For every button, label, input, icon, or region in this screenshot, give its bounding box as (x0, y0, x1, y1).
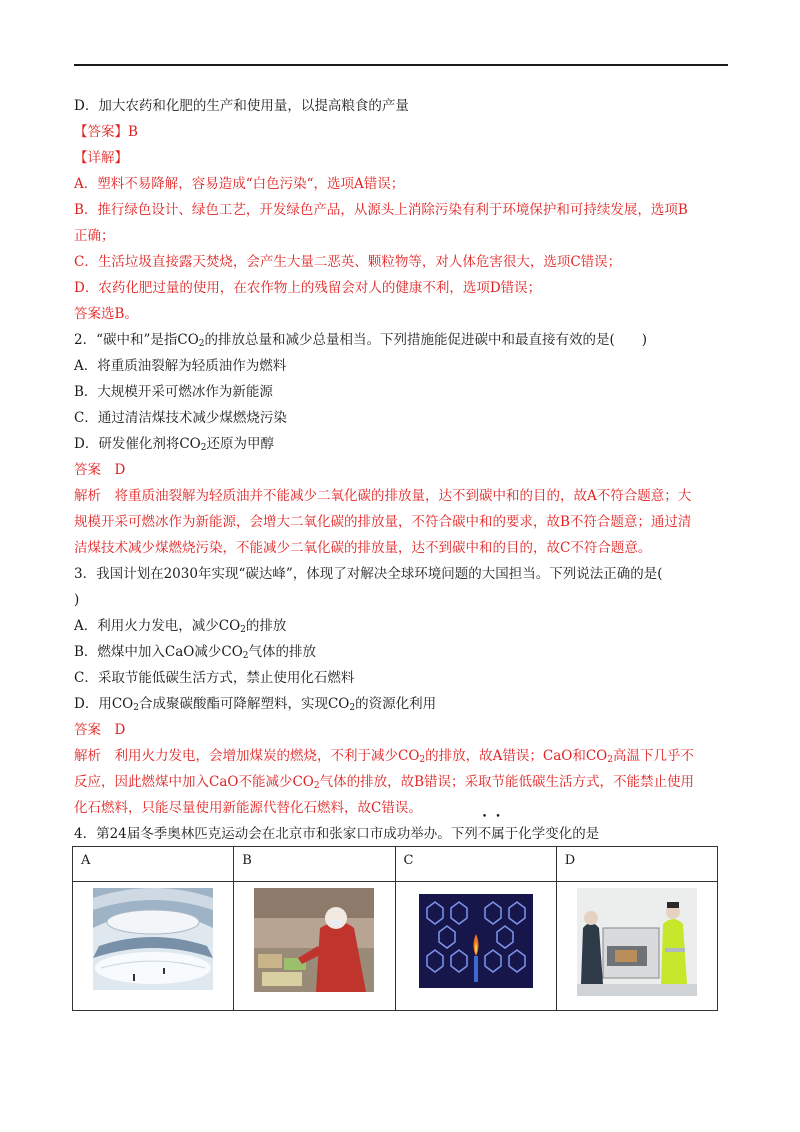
q3-stem-line2: ) (74, 592, 80, 608)
q2-analysis-2: 规模开采可燃冰作为新能源，会增大二氧化碳的排放量，不符合碳中和的要求，故B不符合题意；通过清 (74, 514, 692, 530)
q4-options-table (72, 846, 718, 1011)
q2-answer: 答案 D (74, 462, 126, 478)
emphasis-dot-char: 属 (491, 826, 505, 842)
option-a-cell (73, 882, 234, 1011)
q3-stem-line1: 3．我国计划在2030年实现“碳达峰”，体现了对解决全球环境问题的大国担当。下列说法正确的是( (74, 566, 663, 582)
q1-explain-b-cont: 正确； (74, 228, 115, 244)
option-a-label: A (73, 847, 234, 882)
q3-analysis-2: 反应，因此燃煤中加入CaO不能减少$CO_2$气体的排放，故B错误；采取节能低碳生活方式，不能禁止使用 (74, 774, 694, 791)
q2-analysis-1: 解析 将重质油裂解为轻质油并不能减少二氧化碳的排放量，达不到碳中和的目的，故A不符合题意；大 (74, 488, 692, 504)
q3-answer: 答案 D (74, 722, 126, 738)
q3-option-c: C．采取节能低碳生活方式，禁止使用化石燃料 (74, 670, 355, 686)
option-d-cell (556, 882, 717, 1011)
kitchen-worker-image (254, 888, 374, 992)
q1-explain-a: A．塑料不易降解，容易造成“白色污染“，选项A错误； (74, 176, 405, 192)
q3-analysis-3: 化石燃料，只能尽量使用新能源代替化石燃料，故C错误。 (74, 800, 422, 816)
q2-analysis-3: 洁煤技术减少煤燃烧污染，不能减少二氧化碳的排放量，达不到碳中和的目的，故C不符合题意。 (74, 540, 652, 556)
q2-option-d: D．研发催化剂将$CO_2$还原为甲醇 (74, 436, 274, 453)
torch-flame-image (419, 894, 533, 988)
q2-option-a: A．将重质油裂解为轻质油作为燃料 (74, 358, 287, 374)
q1-explain-d: D．农药化肥过量的使用，在农作物上的残留会对人的健康不利，选项D错误； (74, 280, 542, 296)
q2-stem: 2．“碳中和”是指$CO_2$的排放总量和减少总量相当。下列措施能促进碳中和最直接有效的是( ) (74, 332, 648, 349)
q3-option-b: B．燃煤中加入CaO减少$CO_2$气体的排放 (74, 644, 316, 661)
q1-explain-c: C．生活垃圾直接露天焚烧，会产生大量二恶英、颗粒物等，对人体危害很大，选项C错误； (74, 254, 622, 270)
option-b-cell (234, 882, 395, 1011)
q4-stem: 4．第24届冬季奥林匹克运动会在北京市和张家口市成功举办。下列不属于化学变化的是 (74, 826, 600, 842)
option-c-label: C (395, 847, 556, 882)
option-b-label: B (234, 847, 395, 882)
emphasis-dot-char: 不 (477, 826, 492, 842)
q2-option-b: B．大规模开采可燃冰作为新能源 (74, 384, 273, 400)
q3-option-a: A．利用火力发电，减少$CO_2$的排放 (74, 618, 287, 635)
option-c-cell (395, 882, 556, 1011)
q3-analysis-1: 解析 利用火力发电，会增加煤炭的燃烧，不利于减少$CO_2$的排放，故A错误；CaO和$CO_2$高温下几乎不 (74, 748, 694, 765)
q1-detail-label: 【详解】 (74, 150, 128, 166)
security-scanner-image (577, 888, 697, 996)
speed-skating-arena-image (93, 888, 213, 990)
header-rule (74, 64, 728, 66)
option-d-label: D (556, 847, 717, 882)
q1-conclusion: 答案选B。 (74, 306, 138, 322)
q1-answer: 【答案】B (74, 124, 138, 140)
q2-option-c: C．通过清洁煤技术减少煤燃烧污染 (74, 410, 287, 426)
q1-explain-b: B．推行绿色设计、绿色工艺，开发绿色产品，从源头上消除污染有利于环境保护和可持续发展，选项B (74, 202, 688, 218)
q3-option-d: D．用$CO_2$合成聚碳酸酯可降解塑料，实现$CO_2$的资源化利用 (74, 696, 437, 713)
q1-option-d: D．加大农药和化肥的生产和使用量，以提高粮食的产量 (74, 98, 409, 114)
